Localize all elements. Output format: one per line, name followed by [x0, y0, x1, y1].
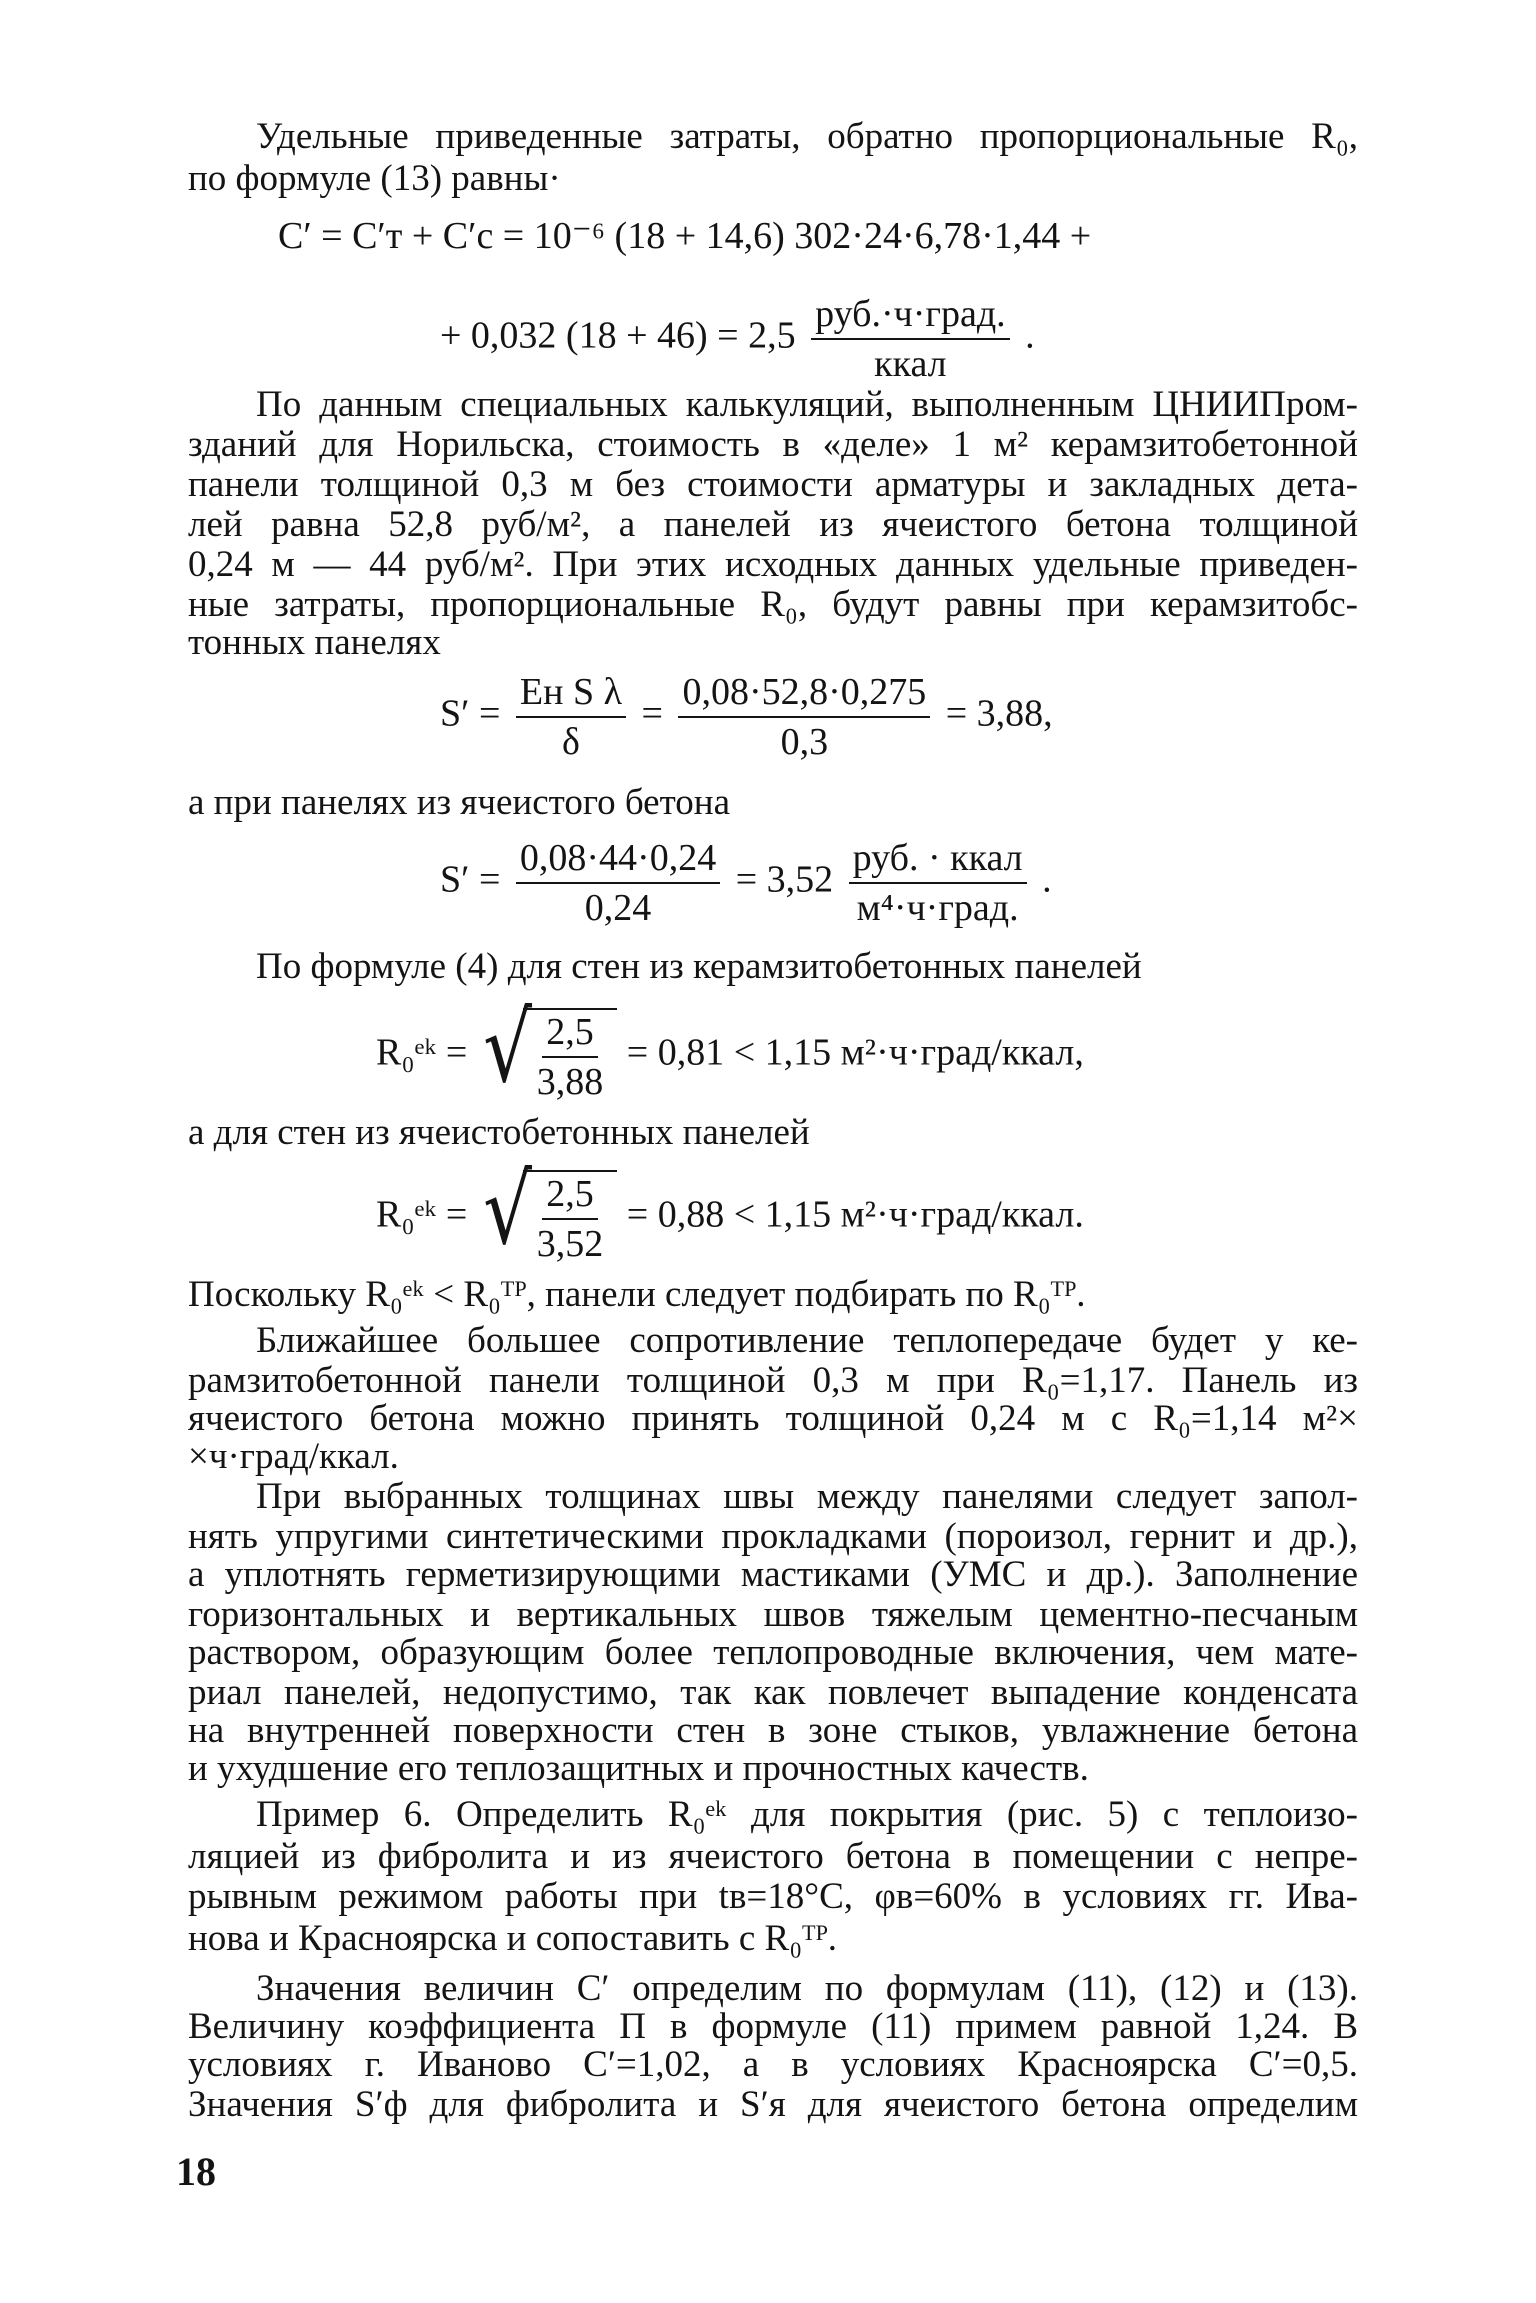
text-line: горизонтальных и вертикальных швов тяжелым цементно-песчаным [188, 1594, 1358, 1635]
text-line: тонных панелях [188, 622, 441, 663]
formula-cost-result: + 0,032 (18 + 46) = 2,5 $\frac{\text{руб.·ч·град.}}{\text{ккал}}$ . [440, 293, 1035, 385]
text-line: Удельные приведенные затраты, обратно пропорциональные R₀, [256, 116, 1358, 157]
formula-s-prime-ceramsite: S′ = $\frac{\text{Eн S λ}}{\delta}$ = $\frac{0,08\cdot 52,8\cdot 0,275}{0,3}$ = 3,88, [440, 671, 1053, 763]
text-line: а для стен из ячеистобетонных панелей [188, 1112, 810, 1153]
text-line: а уплотнять герметизирующими мастиками (УМС и др.). Заполнение [188, 1554, 1358, 1595]
text-line: рамзитобетонной панели толщиной 0,3 м при R₀=1,17. Панель из [188, 1360, 1358, 1401]
text-line: 0,24 м — 44 руб/м². При этих исходных данных удельные приведен- [188, 544, 1358, 585]
text-line: Величину коэффициента П в формуле (11) примем равной 1,24. В [188, 2006, 1358, 2047]
text-line: зданий для Норильска, стоимость в «деле» 1 м² керамзитобетонной [188, 424, 1358, 465]
text-line: Значения величин С′ определим по формулам (11), (12) и (13). [256, 1968, 1358, 2009]
square-root: √ $\frac{2,5}{3,52}$ [477, 1170, 618, 1266]
formula-s-prime-cellular: S′ = $\frac{0,08\cdot 44\cdot 0,24}{0,24}$ = 3,52 $\frac{\text{руб. · ккал}}{\text{м⁴·ч·град.}}$ . [440, 837, 1052, 929]
fraction: $\frac{0,08\cdot 44\cdot 0,24}{0,24}$ [516, 836, 720, 930]
fraction: $\frac{0,08\cdot 52,8\cdot 0,275}{0,3}$ [678, 670, 930, 764]
fraction: $\frac{\text{Eн S λ}}{\delta}$ [516, 670, 626, 764]
formula-r0-ceramsite: R₀ᵉᵏ = √ $\frac{2,5}{3,88}$ = 0,81 < 1,15 м²·ч·град/ккал, [376, 992, 1084, 1104]
page-number: 18 [176, 2149, 216, 2194]
text-line: на внутренней поверхности стен в зоне стыков, увлажнение бетона [188, 1710, 1358, 1751]
text-line: лей равна 52,8 руб/м², а панелей из ячеистого бетона толщиной [188, 504, 1358, 545]
text-line: и ухудшение его теплозащитных и прочностных качеств. [188, 1748, 1089, 1789]
text-line: раствором, образующим более теплопроводные включения, чем мате- [188, 1632, 1358, 1673]
text-line: панели толщиной 0,3 м без стоимости арматуры и закладных дета- [188, 464, 1358, 505]
text-line: нова и Красноярска и сопоставить с R₀ᵀᴾ. [188, 1918, 838, 1959]
text-line: Значения S′ф для фибролита и S′я для ячеистого бетона определим [188, 2084, 1358, 2125]
formula-cost-sum: C′ = C′т + C′с = 10⁻⁶ (18 + 14,6) 302·24·6,78·1,44 + [278, 215, 1092, 257]
text-line: По данным специальных калькуляций, выполненным ЦНИИПром- [256, 384, 1358, 425]
text-line: рывным режимом работы при tв=18°С, φв=60% в условиях гг. Ива- [188, 1876, 1358, 1917]
text-line: По формуле (4) для стен из керамзитобетонных панелей [256, 946, 1142, 987]
text-line: условиях г. Иваново С′=1,02, а в условиях Красноярска С′=0,5. [188, 2044, 1358, 2085]
text-line: ляцией из фибролита и из ячеистого бетона в помещении с непре- [188, 1836, 1358, 1877]
text-line: ные затраты, пропорциональные R₀, будут равны при керамзитобс- [188, 584, 1358, 625]
fraction: $\frac{\text{руб.·ч·град.}}{\text{ккал}}$ [811, 292, 1010, 386]
text-line: При выбранных толщинах швы между панелями следует запол- [256, 1476, 1358, 1517]
square-root: √ $\frac{2,5}{3,88}$ [477, 1008, 618, 1104]
text-line: Ближайшее большее сопротивление теплопередаче будет у ке- [256, 1320, 1358, 1361]
text-line: риал панелей, недопустимо, так как повлечет выпадение конденсата [188, 1672, 1358, 1713]
text-line: Пример 6. Определить R₀ᵉᵏ для покрытия (рис. 5) с теплоизо- [256, 1794, 1358, 1835]
text-line: а при панелях из ячеистого бетона [188, 782, 730, 823]
text-line: по формуле (13) равны· [188, 158, 561, 199]
text-line: ячеистого бетона можно принять толщиной 0,24 м с R₀=1,14 м²× [188, 1398, 1358, 1439]
formula-r0-cellular: R₀ᵉᵏ = √ $\frac{2,5}{3,52}$ = 0,88 < 1,15 м²·ч·град/ккал. [376, 1154, 1084, 1266]
fraction: $\frac{\text{руб. · ккал}}{\text{м⁴·ч·град.}}$ [849, 836, 1027, 930]
text-line: ×ч·град/ккал. [188, 1436, 399, 1477]
text-line: Поскольку R₀ᵉᵏ < R₀ᵀᴾ, панели следует подбирать по R₀ᵀᴾ. [188, 1274, 1086, 1315]
text-line: нять упругими синтетическими прокладками (пороизол, гернит и др.), [188, 1516, 1358, 1557]
